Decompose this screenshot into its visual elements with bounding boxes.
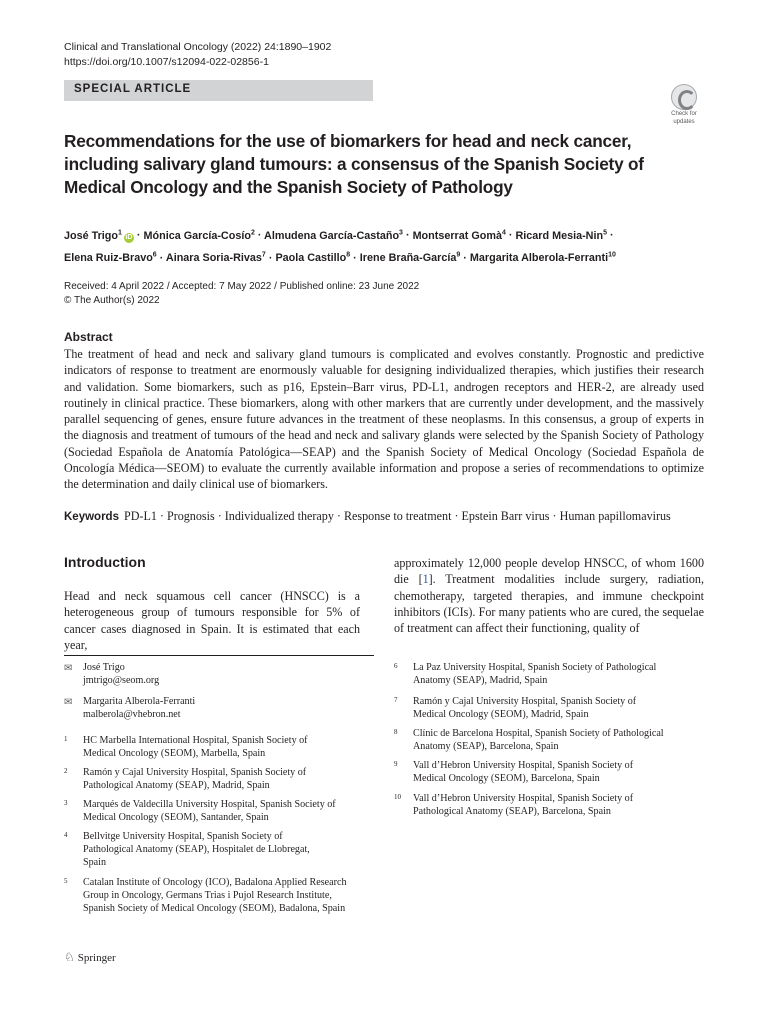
author-name: Irene Braña-García <box>359 252 457 265</box>
check-for-updates-button[interactable] <box>664 84 704 124</box>
page-footer <box>64 950 116 965</box>
introduction-text-right <box>394 555 704 636</box>
correspondence-item <box>64 662 364 688</box>
copyright-line: © The Author(s) 2022 <box>64 295 160 306</box>
intro-right-post: ]. Treatment modalities include surgery, radiation, chemotherapy, targeted therapies, and immune checkpoint inhibitors (ICIs). For many patients who are cured, the sequelae of treatment can affect their functioning, quality of <box>394 572 705 636</box>
author-affiliation-ref: 5 <box>603 229 607 236</box>
dates-line: Received: 4 April 2022 / Accepted: 7 May 2022 / Published online: 23 June 2022 <box>64 281 420 292</box>
affiliation-text: Clínic de Barcelona Hospital, Spanish Society of Pathological Anatomy (SEAP), Barcelona, Spain <box>413 728 664 752</box>
author-separator: · <box>254 229 265 242</box>
author-name: Ricard Mesia-Nin <box>515 229 604 242</box>
affiliation-number: 8 <box>394 728 398 736</box>
author-affiliation-ref: 3 <box>399 229 403 236</box>
affiliation-number: 5 <box>64 877 68 885</box>
author[interactable] <box>64 252 157 264</box>
author-name: Mónica García-Cosío <box>143 229 251 242</box>
check-updates-label-1: Check for <box>671 111 697 117</box>
keywords-label: Keywords <box>64 511 119 523</box>
intro-right-pre: approximately 12,000 people develop HNSCC, of whom 1600 die [ <box>394 556 704 587</box>
affiliation-item <box>394 696 650 722</box>
author-name: Montserrat Gomà <box>412 229 502 242</box>
affiliation-number: 10 <box>394 793 401 801</box>
author-affiliation-ref: 9 <box>456 251 461 259</box>
publisher-name: Springer <box>77 952 116 964</box>
affiliation-text: Marqués de Valdecilla University Hospital, Spanish Society of Medical Oncology (SEOM), Santander, Spain <box>83 799 336 823</box>
affiliation-number: 7 <box>394 696 398 704</box>
affiliation-text: HC Marbella International Hospital, Spanish Society of Medical Oncology (SEOM), Marbella, Spain <box>83 735 308 759</box>
author-affiliation-ref: 2 <box>250 229 255 236</box>
author[interactable] <box>64 230 134 242</box>
author-separator: · <box>606 229 614 242</box>
correspondent-email[interactable]: jmtrigo@seom.org <box>83 674 160 686</box>
citation-link[interactable]: 1 <box>422 572 429 587</box>
author-name: Ainara Soria-Rivas <box>165 252 262 265</box>
author-separator: · <box>350 252 360 265</box>
keywords-text: PD-L1 · Prognosis · Individualized therapy · Response to treatment · Epstein Barr virus · Human papillomavirus <box>123 509 671 523</box>
affiliation-text: Catalan Institute of Oncology (ICO), Badalona Applied Research Group in Oncology, Germans Trias i Pujol Research Institute, Spanish Society of Medical Oncology (SEOM), Badalona, Spain <box>83 877 347 914</box>
author-affiliation-ref: 10 <box>608 251 616 259</box>
author-separator: · <box>402 229 413 242</box>
author[interactable] <box>275 252 350 264</box>
springer-logo-icon: ♘ <box>64 950 75 964</box>
affiliation-item <box>394 793 660 819</box>
article-type-banner <box>64 80 373 101</box>
footnote-divider <box>64 655 374 656</box>
affiliation-item <box>394 662 694 688</box>
affiliation-item <box>394 728 664 754</box>
correspondent-name: Margarita Alberola-Ferranti <box>83 696 196 707</box>
affiliation-number: 2 <box>64 767 68 775</box>
abstract-heading: Abstract <box>64 330 113 344</box>
author-separator: · <box>505 229 516 242</box>
envelope-icon: ✉ <box>64 663 73 674</box>
affiliation-text: Ramón y Cajal University Hospital, Spanish Society of Medical Oncology (SEOM), Madrid, Spain <box>413 696 637 720</box>
affiliation-number: 4 <box>64 831 68 839</box>
affiliation-item <box>394 760 660 786</box>
author-separator: · <box>156 252 166 265</box>
author-list <box>64 223 724 268</box>
author-affiliation-ref: 1 <box>118 229 122 236</box>
author-name: José Trigo <box>64 229 119 242</box>
author-affiliation-ref: 6 <box>152 251 157 259</box>
author-separator: · <box>460 252 470 265</box>
affiliation-item <box>64 831 330 869</box>
correspondence-item <box>64 696 364 722</box>
introduction-heading: Introduction <box>64 554 146 570</box>
affiliation-text: Vall d’Hebron University Hospital, Spanish Society of Medical Oncology (SEOM), Barcelona, Spain <box>413 760 634 784</box>
author[interactable] <box>360 252 461 264</box>
affiliation-number: 6 <box>394 662 398 670</box>
author-affiliation-ref: 4 <box>501 229 506 236</box>
author-affiliation-ref: 8 <box>346 251 351 259</box>
affiliation-item <box>64 799 360 825</box>
affiliation-text: Ramón y Cajal University Hospital, Spanish Society of Pathological Anatomy (SEAP), Madrid, Spain <box>83 767 307 791</box>
author-name: Paola Castillo <box>275 252 347 265</box>
affiliation-number: 9 <box>394 760 398 768</box>
affiliation-item <box>64 877 350 915</box>
journal-citation: Clinical and Translational Oncology (2022) 24:1890–1902 <box>64 41 332 53</box>
affiliation-text: Bellvitge University Hospital, Spanish Society of Pathological Anatomy (SEAP), Hospitalet de Llobregat, Spain <box>83 831 310 868</box>
affiliation-number: 3 <box>64 799 68 807</box>
affiliation-text: La Paz University Hospital, Spanish Society of Pathological Anatomy (SEAP), Madrid, Spain <box>413 662 657 686</box>
author[interactable] <box>470 252 616 264</box>
envelope-icon: ✉ <box>64 697 73 708</box>
abstract-text: The treatment of head and neck and salivary gland tumours is complicated and evolves constantly. Prognostic and predictive indicators of response to treatment are enormously valuable for designing individualized therapies, which justifies their research and validation. Some biomarkers, such as p16, Epstein–Barr virus, PD-L1, androgen receptors and HER-2, are already used routinely in clinical practice. These biomarkers, along with other markers that are currently under development, and the massively parallel sequencing of genes, ensure future advances in the treatment of these neoplasms. In this consensus, a group of experts in the diagnosis and treatment of tumours of the head and neck and salivary glands were selected by the Spanish Society of Pathology (Sociedad Española de Anatomía Patológica—SEAP) and the Spanish Society of Medical Oncology (Sociedad Española de Oncología Médica—SEOM) to evaluate the currently available information and propose a series of recommendations to optimize the determination and daily clinical use of biomarkers. <box>64 347 704 492</box>
author[interactable] <box>515 230 607 242</box>
publication-dates <box>64 280 419 308</box>
affiliation-item <box>64 735 330 761</box>
orcid-icon[interactable]: iD <box>125 233 133 241</box>
author-separator: · <box>265 252 276 265</box>
affiliation-number: 1 <box>64 735 68 743</box>
author-name: Almudena García-Castaño <box>264 229 400 242</box>
author[interactable] <box>166 252 266 264</box>
author-separator: · <box>133 229 144 242</box>
author-affiliation-ref: 7 <box>261 251 266 259</box>
article-type-label: SPECIAL ARTICLE <box>74 83 192 95</box>
journal-header <box>64 40 331 69</box>
author[interactable] <box>413 230 506 242</box>
correspondent-name: José Trigo <box>83 662 125 673</box>
author-name: Margarita Alberola-Ferranti <box>469 252 609 265</box>
author[interactable] <box>144 230 255 242</box>
check-updates-label-2: updates <box>673 118 695 125</box>
author-name: Elena Ruiz-Bravo <box>64 252 153 265</box>
affiliation-item <box>64 767 330 793</box>
keywords <box>64 509 714 524</box>
check-updates-icon <box>671 84 697 110</box>
article-title: Recommendations for the use of biomarkers for head and neck cancer, including salivary gland tumours: a consensus of the Spanish Society of Medical Oncology and the Spanish Society of Pathology <box>64 131 644 197</box>
affiliation-text: Vall d’Hebron University Hospital, Spanish Society of Pathological Anatomy (SEAP), Barcelona, Spain <box>413 793 634 817</box>
author[interactable] <box>264 230 403 242</box>
correspondent-email[interactable]: malberola@vhebron.net <box>83 708 181 720</box>
introduction-text-left: Head and neck squamous cell cancer (HNSCC) is a heterogeneous group of tumours responsible for 5% of cancer cases diagnosed in Spain. It is estimated that each year, <box>64 589 360 652</box>
doi-link[interactable]: https://doi.org/10.1007/s12094-022-02856-1 <box>64 55 269 68</box>
